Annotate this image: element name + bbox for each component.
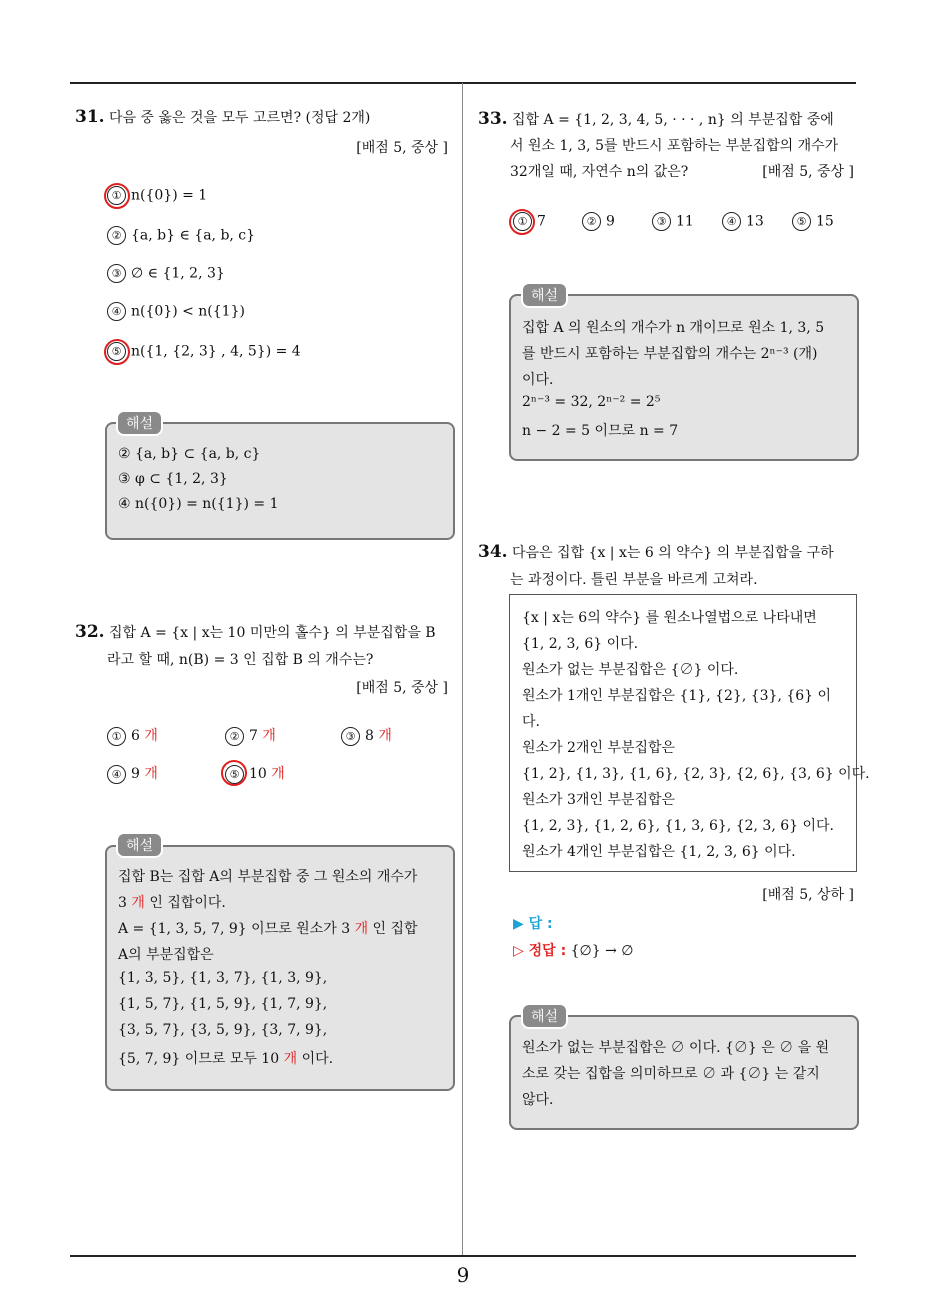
choice-number: ③: [107, 264, 126, 283]
q32-sol-line-6: {1, 5, 7}, {1, 5, 9}, {1, 7, 9},: [118, 996, 328, 1012]
q32-line-2: 라고 할 때, n(B) = 3 인 집합 B 의 개수는?: [107, 652, 374, 668]
q34-box-line-5: 다.: [522, 714, 540, 730]
q34-sol-line-1: 원소가 없는 부분집합은 ∅ 이다. {∅} 은 ∅ 을 원: [522, 1040, 830, 1056]
q31-sol-line-3: ④ n({0}) = n({1}) = 1: [118, 496, 279, 512]
q31-number: 31.: [75, 107, 105, 127]
q32-sol-line-7: {3, 5, 7}, {3, 5, 9}, {3, 7, 9},: [118, 1022, 328, 1038]
choice-text: n({1, {2, 3} , 4, 5}) = 4: [131, 343, 301, 360]
choice-number: ④: [107, 765, 126, 784]
q32-sol-line-8: [118, 1048, 333, 1068]
sol-unit: 개: [131, 895, 145, 911]
q32-line-1: 집합 A = {x | x는 10 미만의 홀수} 의 부분집합을 B: [109, 625, 436, 641]
q33-line-2: 서 원소 1, 3, 5를 반드시 포함하는 부분집합의 개수가: [510, 138, 839, 154]
choice-unit: 개: [262, 728, 276, 744]
choice-unit: 개: [378, 728, 392, 744]
choice-value: 7: [537, 213, 546, 230]
q34-number: 34.: [478, 542, 508, 562]
q34-answer-label: ▶ 답 :: [513, 916, 553, 932]
q34-box-line-8: 원소가 3개인 부분집합은: [522, 792, 676, 808]
column-divider: [462, 83, 463, 1255]
q31-heading: [75, 107, 370, 127]
choice-unit: 개: [144, 728, 158, 744]
choice-value: 7: [249, 728, 258, 744]
q34-box-line-6: 원소가 2개인 부분집합은: [522, 740, 676, 756]
q34-sol-line-2: 소로 갖는 집합을 의미하므로 ∅ 과 {∅} 는 같지: [522, 1066, 820, 1082]
q33-sol-line-3: 이다.: [522, 372, 554, 388]
choice-value: 6: [131, 728, 140, 744]
q34-box-line-7: {1, 2}, {1, 3}, {1, 6}, {2, 3}, {2, 6}, {3, 6} 이다.: [522, 766, 870, 782]
correct-mark: [221, 760, 247, 786]
sol-count: 3: [118, 895, 127, 911]
choice-text: n({0}) = 1: [131, 187, 208, 204]
sol-text: 인 집합이다.: [149, 895, 226, 911]
q32-choice-3[interactable]: [341, 725, 392, 746]
q33-choice-3[interactable]: [652, 212, 694, 231]
choice-number: ①: [107, 727, 126, 746]
choice-text: ∅ ∈ {1, 2, 3}: [131, 265, 225, 282]
q32-sol-line-2: [118, 892, 226, 912]
sol-text: 인 집합: [372, 921, 418, 937]
q34-heading: [478, 542, 834, 562]
q31-solution-tag: 해설: [116, 410, 163, 436]
choice-number: ③: [652, 212, 671, 231]
q32-meta: [배점 5, 중상 ]: [356, 680, 448, 696]
choice-number: ⑤: [225, 765, 244, 784]
q34-correct-value: {∅} → ∅: [570, 943, 634, 959]
choice-value: 13: [746, 213, 764, 230]
q32-number: 32.: [75, 622, 105, 642]
q31-meta: [배점 5, 중상 ]: [356, 140, 448, 156]
choice-unit: 개: [271, 766, 285, 782]
q33-heading: [478, 109, 834, 129]
q34-box-line-4: 원소가 1개인 부분집합은 {1}, {2}, {3}, {6} 이: [522, 688, 832, 704]
q34-sol-line-3: 않다.: [522, 1092, 554, 1108]
correct-mark: [509, 209, 535, 235]
choice-number: ④: [107, 302, 126, 321]
q31-choice-2[interactable]: [107, 226, 255, 245]
q33-sol-line-5: n − 2 = 5 이므로 n = 7: [522, 423, 679, 439]
q32-sol-line-3: [118, 918, 418, 938]
q34-box-line-2: {1, 2, 3, 6} 이다.: [522, 636, 639, 652]
choice-value: 9: [131, 766, 140, 782]
q31-choice-4[interactable]: [107, 302, 245, 321]
q31-sol-line-1: ② {a, b} ⊂ {a, b, c}: [118, 446, 261, 462]
choice-number: ①: [107, 186, 126, 205]
choice-number: ⑤: [792, 212, 811, 231]
q31-choice-5[interactable]: [107, 342, 301, 361]
q32-choice-1[interactable]: [107, 725, 158, 746]
choice-unit: 개: [144, 766, 158, 782]
bottom-rule: [70, 1255, 856, 1257]
q34-box-line-10: 원소가 4개인 부분집합은 {1, 2, 3, 6} 이다.: [522, 844, 796, 860]
correct-mark: [104, 183, 130, 209]
choice-number: ②: [225, 727, 244, 746]
choice-number: ①: [513, 212, 532, 231]
sol-text: 이다.: [301, 1051, 334, 1067]
q33-choice-4[interactable]: [722, 212, 764, 231]
choice-number: ④: [722, 212, 741, 231]
choice-value: 15: [816, 213, 834, 230]
top-rule: [70, 82, 856, 84]
q34-meta: [배점 5, 상하 ]: [762, 887, 854, 903]
q32-choice-2[interactable]: [225, 725, 276, 746]
choice-value: 8: [365, 728, 374, 744]
q32-sol-line-1: 집합 B는 집합 A의 부분집합 중 그 원소의 개수가: [118, 869, 418, 885]
page-number: 9: [456, 1263, 470, 1287]
sol-text: {5, 7, 9} 이므로 모두 10: [118, 1051, 280, 1067]
q33-choice-5[interactable]: [792, 212, 834, 231]
choice-text: n({0}) < n({1}): [131, 303, 245, 320]
q34-solution-tag: 해설: [521, 1003, 568, 1029]
q33-line-1: 집합 A = {1, 2, 3, 4, 5, · · · , n} 의 부분집합 중에: [512, 112, 834, 128]
choice-value: 10: [249, 766, 267, 782]
q32-sol-line-5: {1, 3, 5}, {1, 3, 7}, {1, 3, 9},: [118, 970, 328, 986]
choice-number: ②: [107, 226, 126, 245]
q32-solution-tag: 해설: [116, 832, 163, 858]
q31-text: 다음 중 옳은 것을 모두 고르면? (정답 2개): [109, 110, 371, 126]
q34-box-line-3: 원소가 없는 부분집합은 {∅} 이다.: [522, 662, 739, 678]
sol-unit: 개: [283, 1051, 298, 1067]
choice-number: ⑤: [107, 342, 126, 361]
q34-correct-label: ▷ 정답 :: [513, 943, 567, 959]
sol-unit: 개: [354, 921, 369, 937]
correct-mark: [104, 339, 130, 365]
sol-text: A = {1, 3, 5, 7, 9} 이므로 원소가 3: [118, 921, 351, 937]
choice-text: {a, b} ∈ {a, b, c}: [131, 227, 256, 244]
q34-line-1: 다음은 집합 {x | x는 6 의 약수} 의 부분집합을 구하: [512, 545, 834, 561]
choice-value: 9: [606, 213, 615, 230]
q31-sol-line-2: ③ φ ⊂ {1, 2, 3}: [118, 471, 228, 487]
q33-sol-line-1: 집합 A 의 원소의 개수가 n 개이므로 원소 1, 3, 5: [522, 320, 825, 336]
choice-value: 11: [676, 213, 694, 230]
q33-number: 33.: [478, 109, 508, 129]
choice-number: ②: [582, 212, 601, 231]
q34-box-line-9: {1, 2, 3}, {1, 2, 6}, {1, 3, 6}, {2, 3, 6} 이다.: [522, 818, 834, 834]
q33-meta: [배점 5, 중상 ]: [762, 164, 854, 180]
q34-correct-row: [513, 940, 633, 960]
q32-sol-line-4: A의 부분집합은: [118, 947, 214, 963]
q32-choice-4[interactable]: [107, 763, 158, 784]
q32-heading: [75, 622, 436, 642]
q33-choice-2[interactable]: [582, 212, 615, 231]
q33-sol-line-2: 를 반드시 포함하는 부분집합의 개수는 2ⁿ⁻³ (개): [522, 346, 818, 362]
q33-sol-line-4: 2ⁿ⁻³ = 32, 2ⁿ⁻² = 2⁵: [522, 394, 661, 410]
q31-choice-3[interactable]: [107, 264, 225, 283]
q33-solution-tag: 해설: [521, 282, 568, 308]
q34-box-line-1: {x | x는 6의 약수} 를 원소나열법으로 나타내면: [522, 610, 817, 626]
choice-number: ③: [341, 727, 360, 746]
q34-line-2: 는 과정이다. 틀린 부분을 바르게 고쳐라.: [510, 572, 758, 588]
q33-line-3: 32개일 때, 자연수 n의 값은?: [510, 164, 689, 180]
